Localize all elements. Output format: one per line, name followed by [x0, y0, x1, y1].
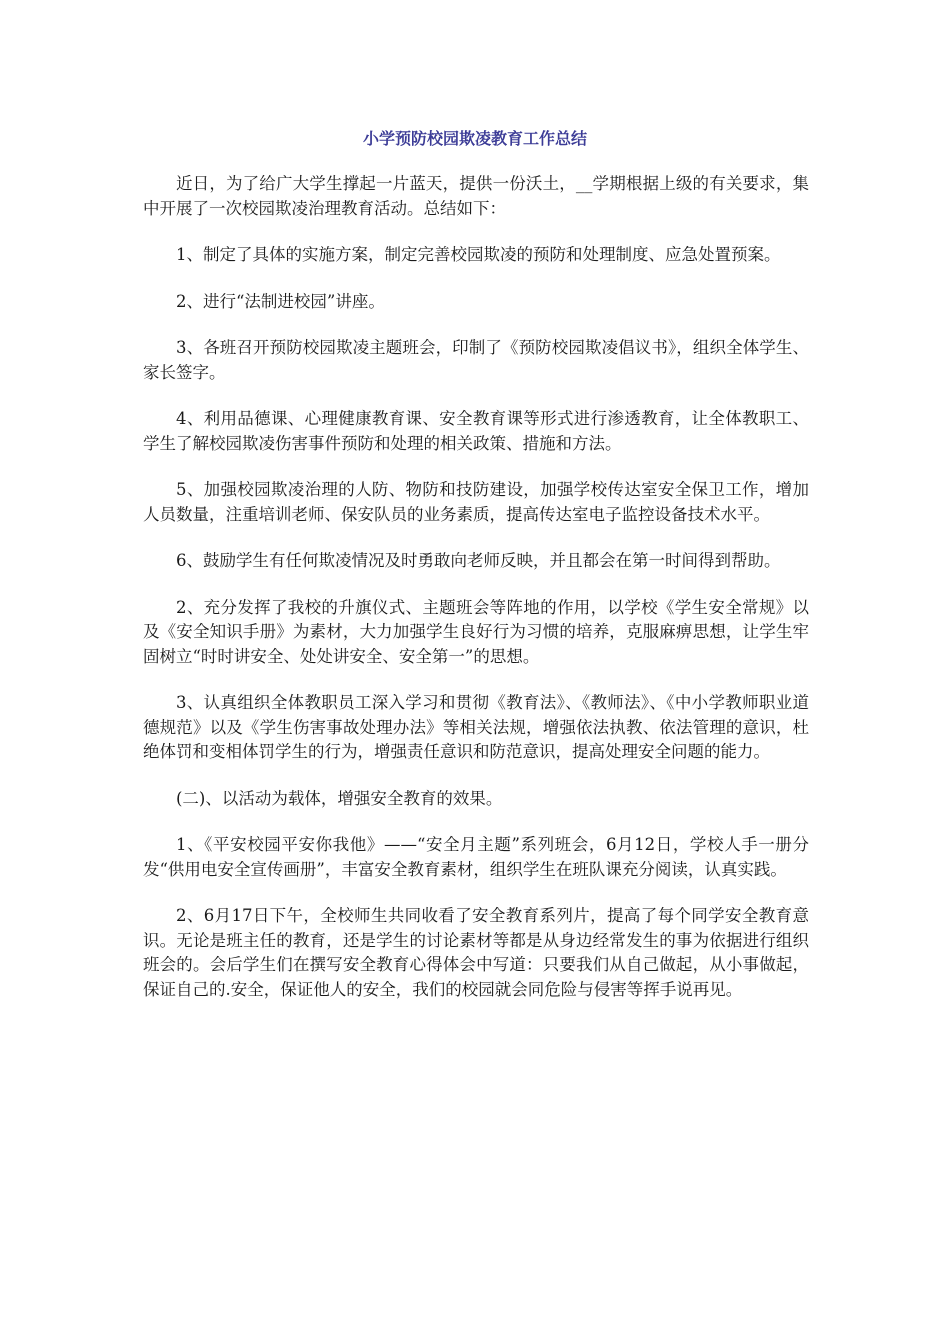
- paragraph-item-4: 4、利用品德课、心理健康教育课、安全教育课等形式进行渗透教育，让全体教职工、学生了解校园欺凌伤害事件预防和处理的相关政策、措施和方法。: [143, 409, 809, 453]
- paragraph-safety-month: 1、《平安校园平安你我他》——“安全月主题”系列班会，6月12日，学校人手一册分发“供用电安全宣传画册”，丰富安全教育素材，组织学生在班队课充分阅读，认真实践。: [143, 835, 809, 879]
- paragraph-intro: 近日，为了给广大学生撑起一片蓝天，提供一份沃土，__学期根据上级的有关要求，集中开展了一次校园欺凌治理教育活动。总结如下：: [143, 174, 809, 218]
- section-heading-activities: (二)、以活动为载体，增强安全教育的效果。: [176, 788, 503, 808]
- paragraph-item-6: 6、鼓励学生有任何欺凌情况及时勇敢向老师反映，并且都会在第一时间得到帮助。: [176, 551, 781, 570]
- paragraph-flag-ceremony: 2、充分发挥了我校的升旗仪式、主题班会等阵地的作用，以学校《学生安全常规》以及《安全知识手册》为素材，大力加强学生良好行为习惯的培养，克服麻痹思想，让学生牢固树立“时时讲安全、处处讲安全、安全第一”的思想。: [143, 597, 809, 666]
- paragraph-item-1: 1、制定了具体的实施方案，制定完善校园欺凌的预防和处理制度、应急处置预案。: [176, 245, 781, 264]
- paragraph-item-3: 3、各班召开预防校园欺凌主题班会，印制了《预防校园欺凌倡议书》，组织全体学生、家长签字。: [143, 338, 809, 382]
- paragraph-item-2: 2、进行“法制进校园”讲座。: [176, 291, 385, 311]
- paragraph-safety-film: 2、6月17日下午，全校师生共同收看了安全教育系列片，提高了每个同学安全教育意识。无论是班主任的教育，还是学生的讨论素材等都是从身边经常发生的事为依据进行组织班会的。会后学生们在撰写安全教育心得体会中写道：只要我们从自己做起，从小事做起，保证自己的.安全，保证他人的安全，我们的校园就会同危险与侵害等挥手说再见。: [143, 906, 809, 999]
- paragraph-law-study: 3、认真组织全体教职员工深入学习和贯彻《教育法》、《教师法》、《中小学教师职业道德规范》以及《学生伤害事故处理办法》等相关法规，增强依法执教、依法管理的意识，杜绝体罚和变相体罚学生的行为，增强责任意识和防范意识，提高处理安全问题的能力。: [143, 693, 809, 761]
- document-title: 小学预防校园欺凌教育工作总结: [362, 129, 587, 148]
- document-body: [143, 172, 809, 1024]
- paragraph-item-5: 5、加强校园欺凌治理的人防、物防和技防建设，加强学校传达室安全保卫工作，增加人员数量，注重培训老师、保安队员的业务素质，提高传达室电子监控设备技术水平。: [143, 480, 809, 524]
